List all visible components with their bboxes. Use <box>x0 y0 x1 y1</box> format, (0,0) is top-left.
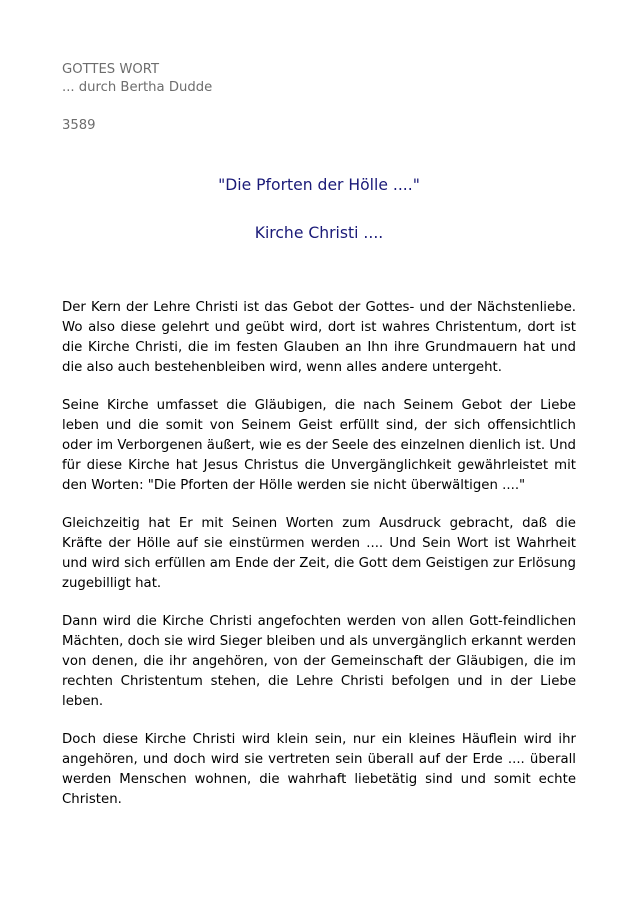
paragraph: Gleichzeitig hat Er mit Seinen Worten zum Ausdruck gebracht, daß die Kräfte der Hölle auf sie einstürmen werden .... Und Sein Wort ist Wahrheit und wird sich erfüllen am Ende der Zeit, die Gott dem Geistigen zur Erlösung zugebilligt hat. <box>62 516 576 591</box>
body-text <box>62 298 576 828</box>
author-line: ... durch Bertha Dudde <box>62 80 213 95</box>
series-label: GOTTES WORT <box>62 62 160 77</box>
paragraph: Seine Kirche umfasset die Gläubigen, die nach Seinem Gebot der Liebe leben und die somit von Seinem Geist erfüllt sind, der sich offensichtlich oder im Verborgenen äußert, wie es der Seele des einzelnen dienlich ist. Und für diese Kirche hat Jesus Christus die Unvergänglichkeit gewährleistet mit den Worten: "Die Pforten der Hölle werden sie nicht überwältigen ...." <box>62 398 576 493</box>
paragraph: Dann wird die Kirche Christi angefochten werden von allen Gott-feindlichen Mächten, doch sie wird Sieger bleiben und als unvergänglich erkannt werden von denen, die ihr angehören, von der Gemeinschaft der Gläubigen, die im rechten Christentum stehen, die Lehre Christi befolgen und in der Liebe leben. <box>62 614 576 709</box>
document-subtitle: Kirche Christi .... <box>254 224 384 242</box>
paragraph: Doch diese Kirche Christi wird klein sein, nur ein kleines Häuflein wird ihr angehören, und doch wird sie vertreten sein überall auf der Erde .... überall werden Menschen wohnen, die wahrhaft liebetätig sind und somit echte Christen. <box>62 732 576 807</box>
paragraph: Der Kern der Lehre Christi ist das Gebot der Gottes- und der Nächstenliebe. Wo also diese gelehrt und geübt wird, dort ist wahres Christentum, dort ist die Kirche Christi, die im festen Glauben an Ihn ihre Grundmauern hat und die also auch bestehenbleiben wird, wenn alles andere untergeht. <box>62 300 576 375</box>
message-number: 3589 <box>62 118 96 133</box>
document-title: "Die Pforten der Hölle ...." <box>218 176 420 194</box>
